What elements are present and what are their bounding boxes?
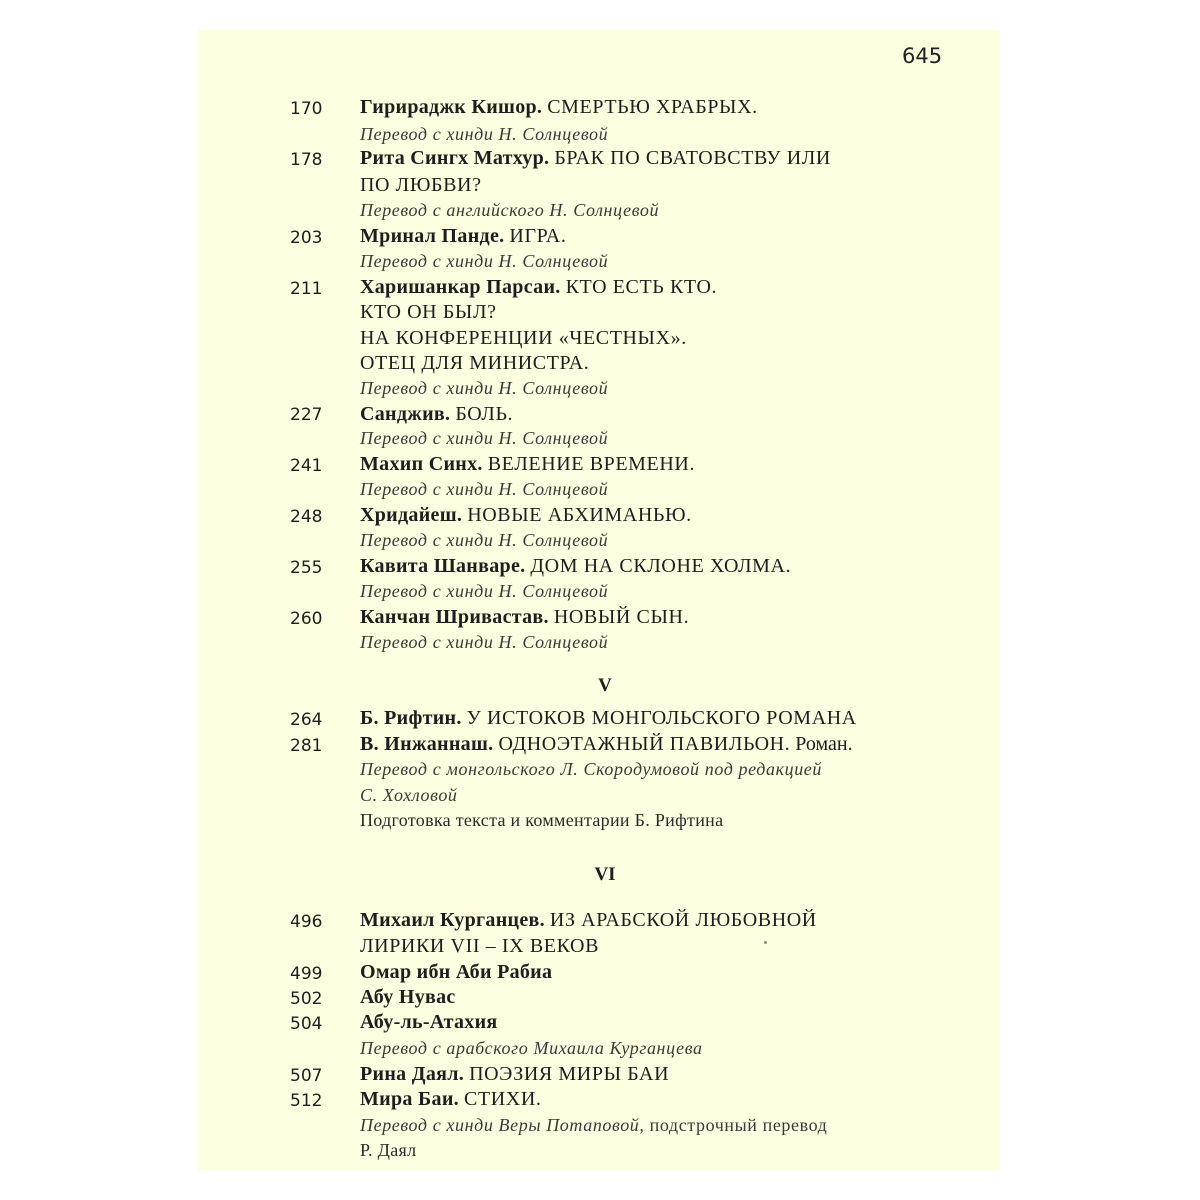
section-heading: V — [598, 675, 612, 696]
entry-translation: Перевод с хинди Н. Солнцевой — [360, 251, 609, 271]
entry-translation-italic: Перевод с хинди Веры Потаповой, — [360, 1115, 645, 1135]
entry-page-number: 248 — [290, 507, 323, 527]
entry-page-number: 178 — [290, 150, 323, 170]
entry-translation-plain: подстрочный перевод — [644, 1115, 828, 1135]
entry-translation — [360, 1115, 920, 1136]
entry-page-number: 281 — [290, 736, 323, 756]
page-number: 645 — [902, 44, 943, 68]
entry-author: Рина Даял. — [360, 1063, 465, 1085]
entry-translation-cont: С. Хохловой — [360, 785, 458, 805]
entry-author: Канчан Шривастав. — [360, 606, 549, 628]
entry-title: НОВЫЙ СЫН. — [553, 606, 690, 628]
entry-author: Рита Сингх Матхур. — [360, 147, 550, 169]
entry-author: Омар ибн Аби Рабиа — [360, 961, 553, 983]
entry-heading — [360, 961, 920, 984]
entry-title: СМЕРТЬЮ ХРАБРЫХ. — [547, 96, 758, 118]
entry-title: БРАК ПО СВАТОВСТВУ ИЛИ — [554, 147, 831, 169]
entry-page-number: 507 — [290, 1066, 323, 1086]
entry-translation: Перевод с английского Н. Солнцевой — [360, 200, 660, 220]
entry-author: Хридайеш. — [360, 504, 463, 526]
entry-genre: Роман. — [795, 733, 853, 755]
entry-heading — [360, 707, 920, 730]
entry-heading — [360, 1088, 920, 1111]
entry-translation: Перевод с хинди Н. Солнцевой — [360, 632, 609, 652]
entry-translation: Перевод с хинди Н. Солнцевой — [360, 124, 609, 144]
entry-heading — [360, 147, 920, 170]
entry-page-number: 504 — [290, 1014, 323, 1034]
entry-author: Абу-ль-Атахия — [360, 1011, 498, 1033]
entry-title: ПОЭЗИЯ МИРЫ БАИ — [469, 1063, 670, 1085]
entry-translation: Перевод с хинди Н. Солнцевой — [360, 530, 609, 550]
entry-title-cont: ЛИРИКИ VII – IX ВЕКОВ — [360, 935, 600, 957]
entry-author: Махип Синх. — [360, 453, 483, 475]
entry-page-number: 512 — [290, 1091, 323, 1111]
entry-translation: Перевод с хинди Н. Солнцевой — [360, 378, 609, 398]
entry-heading — [360, 403, 920, 426]
entry-title: КТО ЕСТЬ КТО. — [565, 276, 718, 298]
entry-translation: Перевод с хинди Н. Солнцевой — [360, 581, 609, 601]
entry-author: Б. Рифтин. — [360, 707, 462, 729]
entry-page-number: 496 — [290, 912, 323, 932]
entry-heading — [360, 96, 920, 119]
entry-translation: Перевод с арабского Михаила Курганцева — [360, 1038, 703, 1058]
entry-translation: Перевод с хинди Н. Солнцевой — [360, 428, 609, 448]
entry-title: У ИСТОКОВ МОНГОЛЬСКОГО РОМАНА — [466, 707, 857, 729]
entry-heading — [360, 453, 920, 476]
entry-title: НОВЫЕ АБХИМАНЬЮ. — [467, 504, 692, 526]
entry-author: Мринал Панде. — [360, 225, 505, 247]
entry-title: БОЛЬ. — [455, 403, 514, 425]
entry-note: Подготовка текста и комментарии Б. Рифтина — [360, 810, 724, 830]
entry-author: Кавита Шанваре. — [360, 555, 526, 577]
entry-page-number: 203 — [290, 228, 323, 248]
entry-title: ИЗ АРАБСКОЙ ЛЮБОВНОЙ — [549, 909, 817, 931]
entry-heading — [360, 276, 920, 299]
entry-heading — [360, 606, 920, 629]
entry-page-number: 170 — [290, 99, 323, 119]
entry-page-number: 499 — [290, 964, 323, 984]
entry-title: ИГРА. — [509, 225, 567, 247]
entry-title-cont: КТО ОН БЫЛ? — [360, 301, 497, 323]
entry-heading — [360, 909, 920, 932]
entry-page-number: 211 — [290, 279, 323, 299]
entry-translation: Перевод с хинди Н. Солнцевой — [360, 479, 609, 499]
entry-title-cont: НА КОНФЕРЕНЦИИ «ЧЕСТНЫХ». — [360, 327, 687, 349]
entry-page-number: 260 — [290, 609, 323, 629]
entry-author: Гирираджк Кишор. — [360, 96, 543, 118]
entry-heading — [360, 1011, 920, 1034]
entry-heading — [360, 225, 920, 248]
entry-translation-cont: Р. Даял — [360, 1140, 417, 1160]
entry-page-number: 264 — [290, 710, 323, 730]
entry-page-number: 227 — [290, 405, 323, 425]
entry-author: Абу Нувас — [360, 986, 456, 1008]
entry-title: ОДНОЭТАЖНЫЙ ПАВИЛЬОН. — [498, 733, 791, 755]
entry-page-number: 255 — [290, 558, 323, 578]
entry-title-cont: ОТЕЦ ДЛЯ МИНИСТРА. — [360, 352, 590, 374]
entry-author: Санджив. — [360, 403, 451, 425]
print-speck — [764, 941, 767, 944]
entry-title: ВЕЛЕНИЕ ВРЕМЕНИ. — [487, 453, 696, 475]
entry-heading — [360, 504, 920, 527]
entry-author: Михаил Курганцев. — [360, 909, 545, 931]
section-heading: VI — [594, 864, 616, 885]
entry-heading — [360, 555, 920, 578]
entry-heading — [360, 733, 920, 756]
entry-title-cont: ПО ЛЮБВИ? — [360, 174, 482, 196]
entry-page-number: 241 — [290, 456, 323, 476]
entry-author: Мира Баи. — [360, 1088, 459, 1110]
entry-translation: Перевод с монгольского Л. Скородумовой под редакцией — [360, 759, 822, 779]
entry-author: В. Инжаннаш. — [360, 733, 494, 755]
entry-title: СТИХИ. — [463, 1088, 542, 1110]
entry-page-number: 502 — [290, 989, 323, 1009]
entry-heading — [360, 1063, 920, 1086]
entry-heading — [360, 986, 920, 1009]
entry-author: Харишанкар Парсаи. — [360, 276, 561, 298]
entry-title: ДОМ НА СКЛОНЕ ХОЛМА. — [530, 555, 792, 577]
